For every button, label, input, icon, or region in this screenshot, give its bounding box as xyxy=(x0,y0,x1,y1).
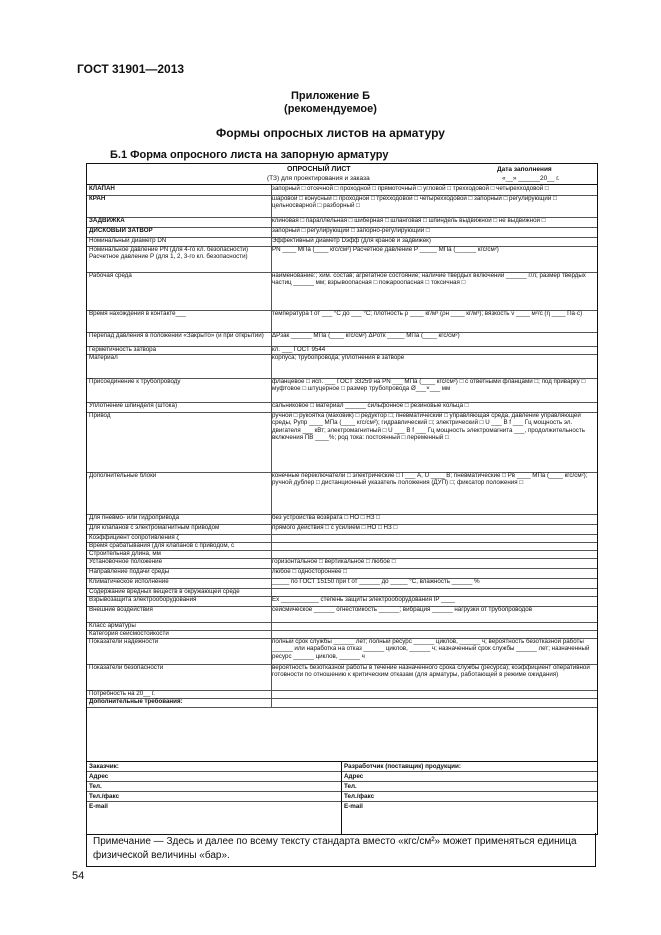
row-value[interactable]: любое □ одностороннее □ xyxy=(272,568,347,575)
row-label: Класс арматуры xyxy=(87,622,272,630)
row-value[interactable]: прямого действия □ с усилием □ НО □ НЗ □ xyxy=(272,524,398,531)
row-label: Присоединение к трубопроводу xyxy=(87,378,272,402)
form-row xyxy=(87,246,597,273)
developer-address: Адрес xyxy=(342,772,597,782)
row-label: Уплотнение шпинделя (штока) xyxy=(87,402,272,412)
row-value[interactable]: температура t от ___ °С до ___ °С; плотность ρ ____ кг/м³ (ρн ____ кг/м³); вязкость ν ____ м²/с (η ____ Па·с) xyxy=(272,310,583,317)
row-value[interactable]: запорный □ отсечной □ проходной □ прямоточный □ угловой □ трехходовой □ четырехходовой □ xyxy=(272,185,549,192)
appendix-heading: Приложение Б xyxy=(290,90,371,102)
row-value[interactable] xyxy=(270,622,597,630)
row-label: Показатели безопасности xyxy=(87,664,272,690)
customer-block xyxy=(87,762,342,834)
row-value[interactable]: сейсмическое ______ огнестойкость ______; вибрация ______ нагрузки от трубопроводов xyxy=(272,606,532,613)
form-row xyxy=(87,606,597,623)
row-label: Дополнительные блоки xyxy=(87,472,272,514)
row-value[interactable] xyxy=(270,550,597,558)
row-value[interactable]: ΔPзак ______ МПа (____ кгс/см²) ΔPотк _____ МПа (____ кгс/см²) xyxy=(272,332,460,339)
row-value[interactable]: Эффективный диаметр Dэфф (для кранов и задвижек) xyxy=(272,237,431,244)
row-label: Для пневмо- или гидропривода xyxy=(87,514,272,524)
row-value[interactable]: корпуса; трубопровода; уплотнения в затворе xyxy=(272,354,405,361)
row-label: КЛАПАН xyxy=(87,185,272,195)
row-value[interactable]: наименование:; хим. состав; агрегатное состояние; наличие твердых включений ______ г/л; размер твердых частиц ______ мм; взрывоопасная □ пожароопасная □ токсичная □ xyxy=(272,272,586,287)
form-row xyxy=(87,378,597,403)
form-row xyxy=(87,412,597,473)
form-row xyxy=(87,332,597,347)
developer-title: Разработчик (поставщик) продукции: xyxy=(342,762,597,772)
row-value[interactable]: PN ____ МПа (____ кгс/см²) Расчетное давление P _____ МПа (______ кгс/см²) xyxy=(272,246,499,253)
row-label: Показатели надежности xyxy=(87,638,272,664)
row-label: Перепад давления в положении «Закрыто» (и при открытии) xyxy=(87,332,272,346)
form-row xyxy=(87,664,597,691)
row-label: Содержание вредных веществ в окружающей среде xyxy=(87,588,272,596)
fill-date-label: Дата заполнения xyxy=(497,166,552,173)
row-value[interactable]: _____ по ГОСТ 15150 при t от ______ до _____ °С, влажность ______ % xyxy=(272,578,480,585)
row-value[interactable] xyxy=(270,630,597,638)
row-value[interactable]: конечные переключатели □ электрические □ I ___ А, U ____ В; пневматические □ Pв ____ МПа (____ кгс/см²); ручной дублер □ дистанционный указатель положения (ДУП) □; фиксатор положения □ xyxy=(272,472,588,487)
form-row xyxy=(87,638,597,665)
customer-phone: Тел. xyxy=(87,782,341,792)
row-label: Климатическое исполнение xyxy=(87,578,272,588)
section-title: Б.1 Форма опросного листа на запорную арматуру xyxy=(110,149,389,161)
questionnaire-sheet xyxy=(86,163,598,835)
developer-email: E-mail xyxy=(344,803,363,810)
sheet-subtitle: (ТЗ) для проектирования и заказа xyxy=(267,175,370,182)
row-value[interactable]: вероятность безотказной работы в течение назначенного срока службы (ресурса); коэффициент оперативной готовности по отношению к критическим отказам (для арматуры, работающей в режиме ожидания) xyxy=(272,664,590,679)
form-row xyxy=(87,698,597,708)
document-header: ГОСТ 31901—2013 xyxy=(77,62,185,76)
customer-title: Заказчик: xyxy=(87,762,341,772)
form-row xyxy=(87,354,597,379)
row-value[interactable]: сальниковое □ материал ______ сильфонное □ резиновые кольца □ xyxy=(272,402,469,409)
row-value[interactable] xyxy=(270,542,597,550)
row-label: КРАН xyxy=(87,195,272,217)
note-block: Примечание — Здесь и далее по всему тексту стандарта вместо «кгс/см²» может применяться единица физической величины «бар». xyxy=(86,833,596,867)
row-label: Время нахождения в контакте___ xyxy=(87,310,272,332)
row-value[interactable]: фланцевое □ исп. ___ ГОСТ 33259 на PN ___ МПа (____ кгс/см²) □ с ответными фланцами □; под приварку □ муфтовое □ штуцерное □ размер трубопровода Ø___×___ мм xyxy=(272,378,586,393)
row-label: Для клапанов с электромагнитным приводом xyxy=(87,524,272,534)
row-label: Направление подачи среды xyxy=(87,568,272,578)
form-title: Формы опросных листов на арматуру xyxy=(216,126,445,140)
row-label: ЗАДВИЖКА xyxy=(87,217,272,227)
customer-fax: Тел./факс xyxy=(87,792,341,802)
row-value[interactable]: полный срок службы ______ лет; полный ресурс ______ циклов, ______ ч; вероятность безотказной работы ______ или наработка на отказ ______ циклов, ______ ч; назначенный срок службы ______ лет; назначенный ресурс ______ циклов, ______ ч xyxy=(272,638,590,660)
row-value[interactable]: горизонтальное □ вертикальное □ любое □ xyxy=(272,558,396,565)
row-label: Материал xyxy=(87,354,272,378)
row-label: Коэффициент сопротивления ζ xyxy=(87,534,272,542)
row-label: Категория сейсмостойкости xyxy=(87,630,272,638)
row-value[interactable] xyxy=(270,588,597,596)
form-row xyxy=(87,272,597,311)
row-value[interactable]: без устройства возврата □ НО □ НЗ □ xyxy=(272,514,380,521)
row-value[interactable] xyxy=(270,690,597,698)
customer-email: E-mail xyxy=(89,803,108,810)
row-value[interactable]: Ex ___________ степень защиты электрооборудования IP ____ xyxy=(272,596,455,603)
form-row xyxy=(87,310,597,333)
row-label: Герметичность затвора xyxy=(87,346,272,354)
row-value[interactable]: кл. ___ ГОСТ 9544 xyxy=(272,346,326,353)
row-value[interactable] xyxy=(270,534,597,542)
row-label: Взрывозащита электрооборудования xyxy=(87,596,272,606)
row-label: Время срабатывания (для клапанов с приводом, с xyxy=(87,542,272,550)
row-label: Рабочая среда xyxy=(87,272,272,310)
row-label: ДИСКОВЫЙ ЗАТВОР xyxy=(87,227,272,237)
row-label: Установочное положение xyxy=(87,558,272,568)
row-label: Строительная длина, мм xyxy=(87,550,272,558)
fill-date-value: «__» ______20__ г. xyxy=(502,175,560,182)
form-row xyxy=(87,195,597,218)
row-value[interactable]: запорный □ регулирующий □ запорно-регулирующий □ xyxy=(272,227,430,234)
appendix-subtitle: (рекомендуемое) xyxy=(284,103,377,115)
customer-address: Адрес xyxy=(87,772,341,782)
row-value[interactable] xyxy=(270,698,597,707)
row-label: Дополнительные требования: xyxy=(87,698,272,707)
appendix-title xyxy=(0,90,661,116)
developer-block xyxy=(342,762,597,834)
row-value[interactable]: клиновая □ параллельная □ шиберная □ шланговая □ шпиндель выдвижной □ не выдвижной □ xyxy=(272,217,546,224)
row-label: Номинальное давление PN (для 4-го кл. безопасности) Расчетное давление P (для 1, 2, 3-го кл. безопасности) xyxy=(87,246,272,272)
row-label: Привод xyxy=(87,412,272,472)
developer-phone: Тел. xyxy=(342,782,597,792)
row-label: Внешние воздействия xyxy=(87,606,272,622)
form-row xyxy=(87,472,597,515)
developer-fax: Тел./факс xyxy=(342,792,597,802)
page-number: 54 xyxy=(72,870,85,882)
sheet-title: ОПРОСНЫЙ ЛИСТ xyxy=(287,166,351,173)
sheet-header xyxy=(87,164,597,185)
row-label: Номинальный диаметр DN xyxy=(87,237,272,246)
row-label: Потребность на 20__ г. xyxy=(87,690,272,698)
contacts-block xyxy=(87,761,597,834)
row-value[interactable]: шаровой □ конусный □ проходной □ трехходовой □ четырехходовой □ запорный □ регулирующий □ цельносварной □ разборный □ xyxy=(272,195,557,210)
row-value[interactable]: ручной □ рукоятка (маховик) □ редуктор □; пневматический □ управляющая среда, давление управляющей среды, Pупр ____ МПа (____ кгс/см²); гидравлический □; электрический □ U ___ В f ___ Гц мощность эл. двигателя ___ кВт; электромагнитный □ U ___ В f ___ Гц мощность электромагнита ___, продолжительность включения ПВ ____%; род тока: постоянный □ переменный □ xyxy=(272,412,585,441)
